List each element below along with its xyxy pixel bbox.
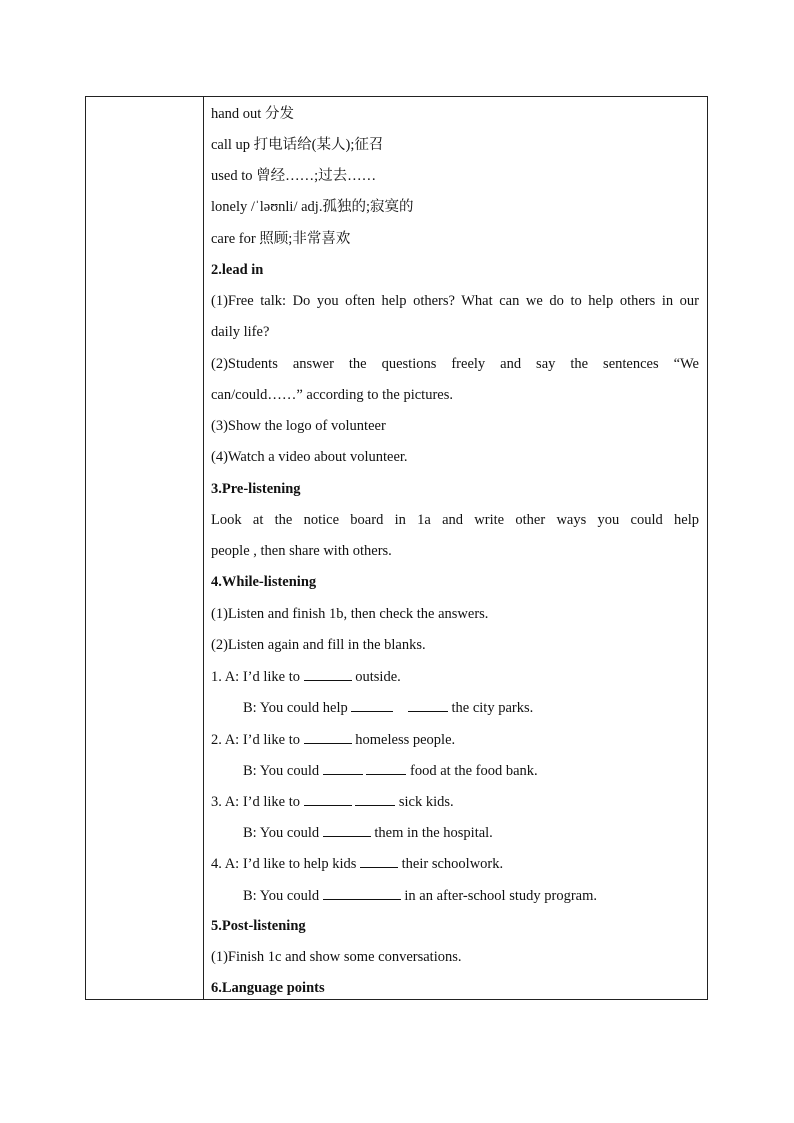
exercise-2-a: 2. A: I’d like to homeless people. xyxy=(211,729,455,750)
exercise-1-a: 1. A: I’d like to outside. xyxy=(211,666,401,687)
pre-listening-line-1: Look at the notice board in 1a and write other ways you could help xyxy=(211,512,699,528)
lead-in-item-3: (3)Show the logo of volunteer xyxy=(211,418,386,434)
lead-in-item-2-line-1: (2)Students answer the questions freely and say the sentences “We xyxy=(211,356,699,372)
fill-blank xyxy=(323,760,363,775)
section-heading-lead-in: 2.lead in xyxy=(211,262,264,278)
fill-blank xyxy=(323,885,401,900)
exercise-4-a: 4. A: I’d like to help kids their schoolwork. xyxy=(211,853,503,874)
section-heading-language-points: 6.Language points xyxy=(211,980,325,996)
vocab-item: hand out 分发 xyxy=(211,106,294,122)
exercise-3-a: 3. A: I’d like to sick kids. xyxy=(211,791,454,812)
while-listening-item-2: (2)Listen again and fill in the blanks. xyxy=(211,637,426,653)
pre-listening-line-2: people , then share with others. xyxy=(211,543,392,559)
lead-in-item-2-line-2: can/could……” according to the pictures. xyxy=(211,387,453,403)
exercise-3-b: B: You could them in the hospital. xyxy=(243,822,493,843)
lesson-table xyxy=(85,96,708,1000)
vocab-item: lonely /ˈləʊnli/ adj.孤独的;寂寞的 xyxy=(211,199,414,215)
left-empty-cell xyxy=(86,97,203,999)
lead-in-item-4: (4)Watch a video about volunteer. xyxy=(211,449,408,465)
section-heading-pre-listening: 3.Pre-listening xyxy=(211,481,301,497)
fill-blank xyxy=(355,791,395,806)
vocab-item: care for 照顾;非常喜欢 xyxy=(211,231,351,247)
lead-in-item-1-line-2: daily life? xyxy=(211,324,270,340)
exercise-1-b: B: You could help the city parks. xyxy=(243,697,533,718)
fill-blank xyxy=(351,697,393,712)
vocab-item: call up 打电话给(某人);征召 xyxy=(211,137,384,153)
lead-in-item-1-line-1: (1)Free talk: Do you often help others? What can we do to help others in our xyxy=(211,293,699,309)
section-heading-post-listening: 5.Post-listening xyxy=(211,918,306,934)
post-listening-item-1: (1)Finish 1c and show some conversations. xyxy=(211,949,462,965)
while-listening-item-1: (1)Listen and finish 1b, then check the answers. xyxy=(211,606,489,622)
section-heading-while-listening: 4.While-listening xyxy=(211,574,317,590)
fill-blank xyxy=(323,822,371,837)
fill-blank xyxy=(366,760,406,775)
fill-blank xyxy=(304,666,352,681)
fill-blank xyxy=(360,853,398,868)
fill-blank xyxy=(304,791,352,806)
exercise-2-b: B: You could food at the food bank. xyxy=(243,760,538,781)
exercise-4-b: B: You could in an after-school study program. xyxy=(243,885,597,906)
column-divider xyxy=(203,97,204,999)
fill-blank xyxy=(304,729,352,744)
vocab-item: used to 曾经……;过去…… xyxy=(211,168,377,184)
fill-blank xyxy=(408,697,448,712)
